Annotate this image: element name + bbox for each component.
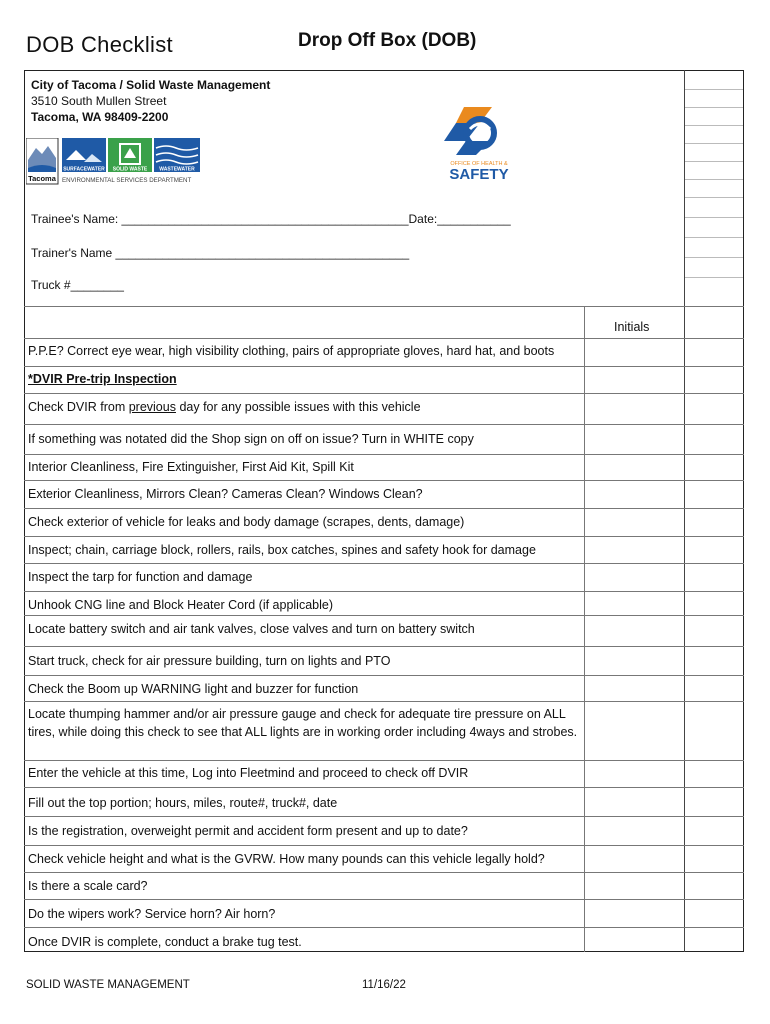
footer-date: 11/16/22 (362, 979, 406, 991)
row-divider (24, 816, 744, 817)
row-divider (24, 927, 744, 928)
row-divider (24, 615, 744, 616)
checklist-item: Check vehicle height and what is the GVRW. How many pounds can this vehicle legally hold? (28, 852, 545, 866)
initials-line (685, 143, 743, 144)
row-divider (24, 454, 744, 455)
initials-line (685, 179, 743, 180)
initials-line (685, 277, 743, 278)
initials-line (685, 237, 743, 238)
checklist-item: Exterior Cleanliness, Mirrors Clean? Cameras Clean? Windows Clean? (28, 487, 423, 501)
initials-line (685, 125, 743, 126)
checklist-item: Inspect the tarp for function and damage (28, 570, 253, 584)
organization-address (31, 77, 270, 125)
checklist-item: Enter the vehicle at this time, Log into Fleetmind and proceed to check off DVIR (28, 766, 469, 780)
row-divider (24, 508, 744, 509)
row-divider (24, 536, 744, 537)
check-dvir-suffix: day for any possible issues with this vehicle (175, 400, 421, 414)
tacoma-esd-logo (26, 138, 202, 188)
initials-column-border (684, 70, 685, 952)
checklist-item: Unhook CNG line and Block Heater Cord (if applicable) (28, 598, 334, 612)
initials-line (685, 257, 743, 258)
wastewater-label: WASTEWATER (159, 166, 195, 173)
initials-line (685, 89, 743, 90)
checklist-item: Interior Cleanliness, Fire Extinguisher, First Aid Kit, Spill Kit (28, 460, 354, 474)
esd-caption: ENVIRONMENTAL SERVICES DEPARTMENT (62, 177, 192, 184)
checklist-item: Check exterior of vehicle for leaks and body damage (scrapes, dents, damage) (28, 515, 465, 529)
checklist-item: Check the Boom up WARNING light and buzzer for function (28, 682, 359, 696)
dvir-heading: *DVIR Pre-trip Inspection (28, 372, 177, 386)
org-name: City of Tacoma / Solid Waste Management (31, 78, 271, 92)
initials-line (685, 161, 743, 162)
initials-heading: Initials (614, 320, 650, 334)
health-safety-logo (436, 103, 522, 181)
initials-line (685, 217, 743, 218)
check-dvir-prefix: Check DVIR from (28, 400, 129, 414)
row-divider (24, 872, 744, 873)
row-divider (24, 424, 744, 425)
row-divider (24, 338, 744, 339)
office-caption: OFFICE OF HEALTH & (450, 161, 508, 167)
checklist-item: Inspect; chain, carriage block, rollers, rails, box catches, spines and safety hook for damage (28, 543, 536, 557)
row-divider (24, 701, 744, 702)
row-divider (24, 787, 744, 788)
surfacewater-label: SURFACEWATER (63, 166, 105, 173)
city-address: Tacoma, WA 98409-2200 (31, 110, 169, 124)
initials-line (685, 107, 743, 108)
trainee-name-field[interactable]: Trainee's Name: ___________________________________________Date:___________ (31, 212, 511, 226)
row-divider (24, 591, 744, 592)
checklist-column-divider (584, 306, 585, 952)
row-divider (24, 675, 744, 676)
row-divider (24, 366, 744, 367)
row-divider (24, 563, 744, 564)
solidwaste-label: SOLID WASTE (112, 166, 148, 173)
checklist-item: Locate battery switch and air tank valves, close valves and turn on battery switch (28, 622, 475, 636)
row-divider (24, 480, 744, 481)
row-divider (24, 646, 744, 647)
checklist-item: Once DVIR is complete, conduct a brake tug test. (28, 935, 302, 949)
checklist-item: Is there a scale card? (28, 879, 148, 893)
row-divider (24, 899, 744, 900)
row-divider (24, 393, 744, 394)
checklist-item: Fill out the top portion; hours, miles, route#, truck#, date (28, 796, 338, 810)
safety-wordmark: SAFETY (449, 166, 509, 181)
row-divider (24, 845, 744, 846)
street-address: 3510 South Mullen Street (31, 94, 167, 108)
checklist-item: If something was notated did the Shop sign on off on issue? Turn in WHITE copy (28, 432, 474, 446)
checklist-item-check-dvir (28, 398, 421, 416)
initials-line (685, 197, 743, 198)
footer-department: SOLID WASTE MANAGEMENT (26, 979, 190, 991)
trainer-name-field[interactable]: Trainer's Name ____________________________________________ (31, 246, 410, 260)
tacoma-wordmark: Tacoma (28, 174, 56, 183)
document-title: Drop Off Box (DOB) (298, 30, 477, 51)
row-divider (24, 306, 744, 307)
truck-number-field[interactable]: Truck #________ (31, 278, 124, 292)
checklist-item: Is the registration, overweight permit and accident form present and up to date? (28, 824, 468, 838)
checklist-title: DOB Checklist (26, 32, 173, 57)
checklist-item: Do the wipers work? Service horn? Air horn? (28, 907, 276, 921)
checklist-sheet (24, 70, 744, 952)
checklist-item: Start truck, check for air pressure building, turn on lights and PTO (28, 654, 391, 668)
check-dvir-emphasis: previous (128, 400, 176, 414)
checklist-item-ppe: P.P.E? Correct eye wear, high visibility clothing, pairs of appropriate gloves, hard hat, and boots (28, 344, 555, 358)
row-divider (24, 760, 744, 761)
checklist-item-tire-pressure: Locate thumping hammer and/or air pressure gauge and check for adequate tire pressure on ALL tires, while doing this check to see that ALL lights are in working order including 4ways and strobes. (28, 707, 578, 739)
